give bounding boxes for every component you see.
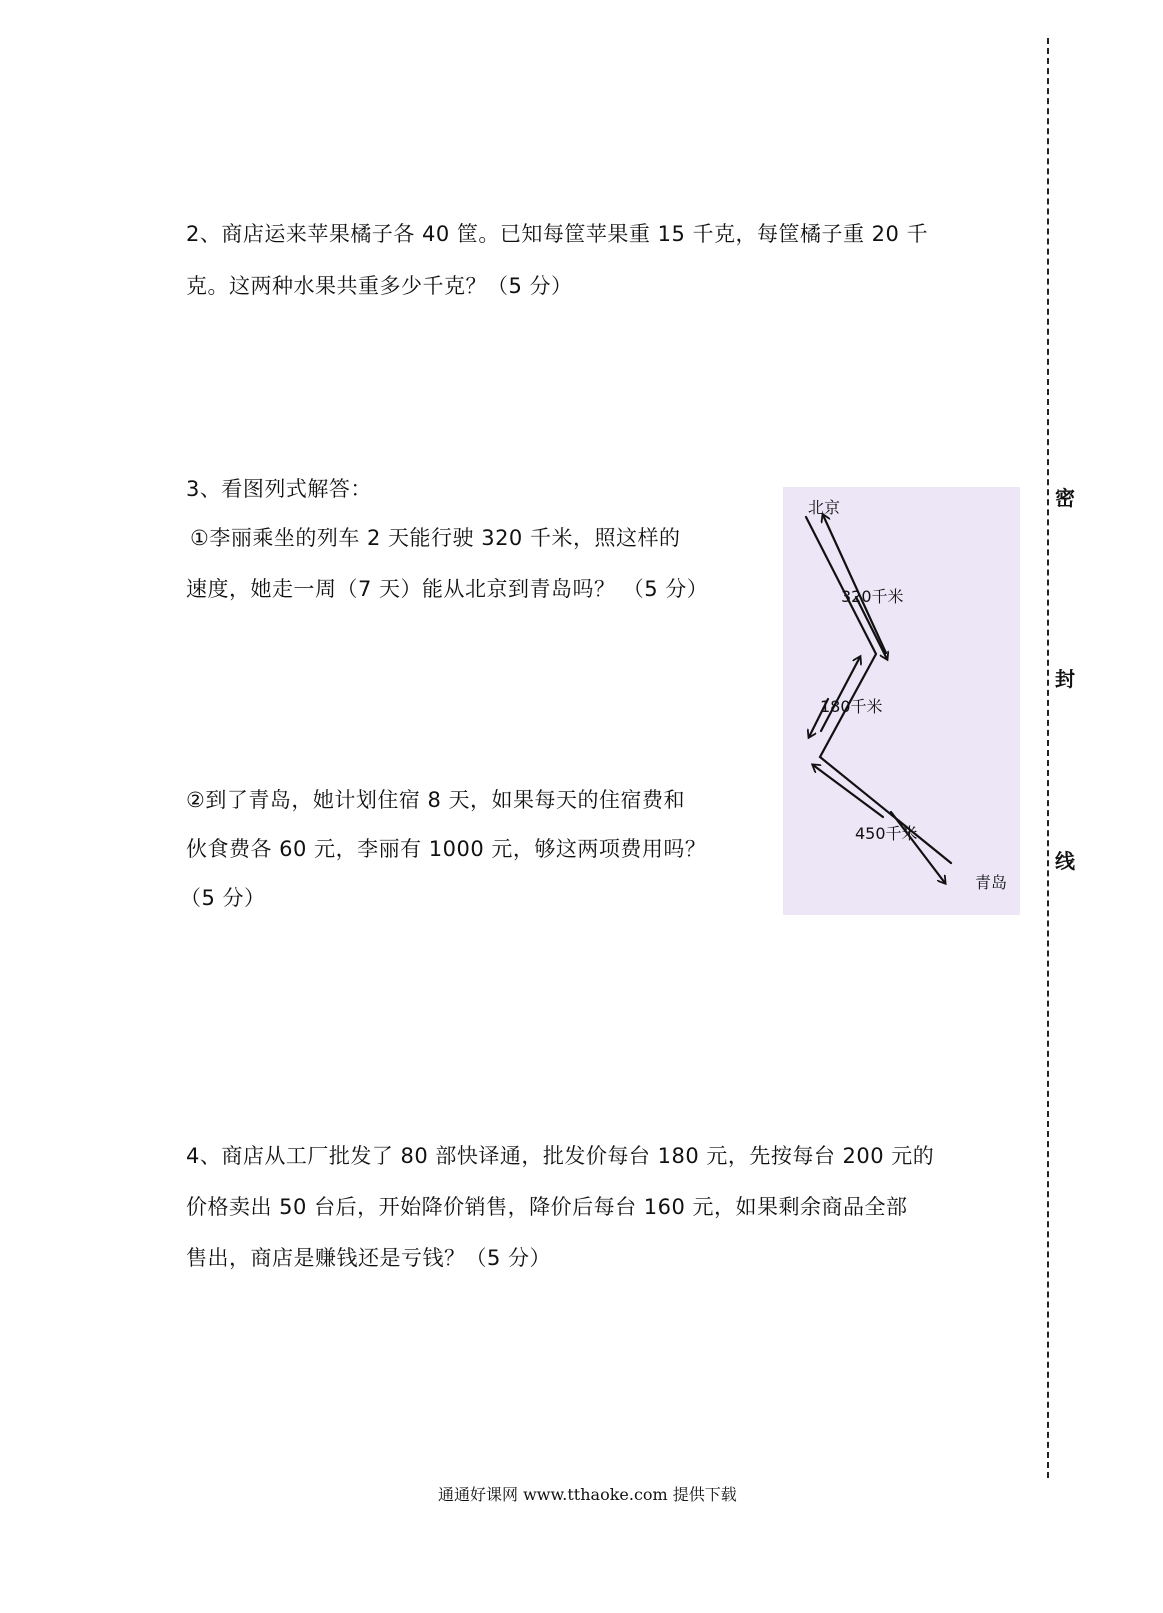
q3-heading: 3、看图列式解答：	[186, 477, 372, 501]
map-label-segment-3: 450千米	[855, 824, 918, 843]
q3-part1-line-1: ①李丽乘坐的列车 2 天能行驶 320 千米，照这样的	[190, 526, 681, 550]
map-label-segment-2: 180千米	[820, 697, 883, 716]
seal-char-feng: 封	[1055, 667, 1075, 691]
q4-text-line-3: 售出，商店是赚钱还是亏钱？（5 分）	[186, 1246, 552, 1270]
footer-source: 通通好课网 www.tthaoke.com 提供下载	[438, 1485, 737, 1504]
q3-part2-line-2: 伙食费各 60 元，李丽有 1000 元，够这两项费用吗？	[186, 837, 707, 861]
q3-part2-line-1: ②到了青岛，她计划住宿 8 天，如果每天的住宿费和	[186, 788, 686, 812]
map-label-segment-1: 320千米	[841, 587, 904, 606]
map-label-start: 北京	[808, 498, 841, 517]
q2-text-line-2: 克。这两种水果共重多少千克？（5 分）	[186, 274, 573, 298]
seal-dashed-line	[1047, 38, 1049, 1478]
q3-part2-line-3: （5 分）	[180, 886, 266, 910]
route-map-drawing	[783, 487, 1020, 915]
segment-450-arrow	[813, 765, 883, 817]
q4-text-line-2: 价格卖出 50 台后，开始降价销售，降价后每台 160 元，如果剩余商品全部	[186, 1195, 908, 1219]
q2-text-line-1: 2、商店运来苹果橘子各 40 筐。已知每筐苹果重 15 千克，每筐橘子重 20 千	[186, 222, 929, 246]
route-line	[806, 517, 951, 863]
seal-char-mi: 密	[1055, 486, 1075, 510]
map-label-end: 青岛	[975, 873, 1008, 892]
q3-part1-line-2: 速度，她走一周（7 天）能从北京到青岛吗？ （5 分）	[186, 577, 709, 601]
q4-text-line-1: 4、商店从工厂批发了 80 部快译通，批发价每台 180 元，先按每台 200 元的	[186, 1144, 935, 1168]
route-map	[783, 487, 1020, 915]
seal-char-xian: 线	[1055, 849, 1075, 873]
